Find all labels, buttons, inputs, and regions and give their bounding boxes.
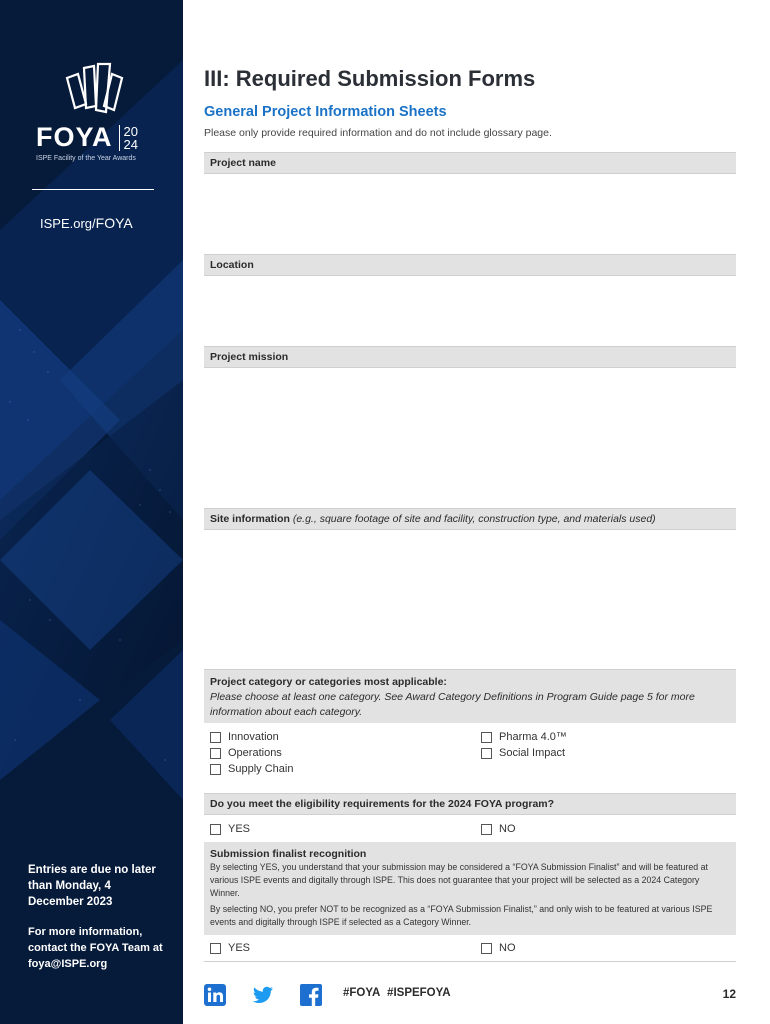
finalist-heading: Submission finalist recognition	[210, 848, 367, 860]
foya-logo-mark-icon	[64, 60, 126, 120]
sidebar-url-prefix: ISPE.org/	[40, 216, 96, 231]
location-label: Location	[204, 254, 736, 276]
hashtags: #FOYA #ISPEFOYA	[343, 987, 451, 999]
checkbox-box[interactable]	[210, 764, 221, 775]
finalist-no-checkbox[interactable]	[481, 942, 516, 954]
finalist-yes-explanation: By selecting YES, you understand that your submission may be considered a “FOYA Submission Finalist” and will be featured at various ISPE events and digitally through ISPE. This does not guarantee that your project will be selected as a 2024 Category Winner.	[210, 862, 708, 898]
eligibility-question: Do you meet the eligibility requirements for the 2024 FOYA program?	[204, 793, 736, 815]
eligibility-no-checkbox[interactable]	[481, 823, 516, 835]
checkbox-box[interactable]	[210, 732, 221, 743]
checkbox-label: NO	[499, 823, 516, 835]
project-mission-field[interactable]	[204, 369, 736, 507]
checkbox-social-impact[interactable]	[481, 747, 565, 759]
category-header	[204, 669, 736, 723]
checkbox-box[interactable]	[481, 824, 492, 835]
location-field[interactable]	[204, 277, 736, 345]
checkbox-operations[interactable]	[210, 747, 282, 759]
finalist-no-explanation: By selecting NO, you prefer NOT to be recognized as a “FOYA Submission Finalist,” and only wish to be featured at various ISPE events and digitally through ISPE if selected as a Category Winner.	[210, 904, 713, 927]
checkbox-pharma-4[interactable]	[481, 731, 567, 743]
project-name-field[interactable]	[204, 175, 736, 253]
finalist-yes-checkbox[interactable]	[210, 942, 250, 954]
contact-text: For more information, contact the FOYA Team at foya@ISPE.org	[28, 926, 163, 970]
logo-wordmark: FOYA	[36, 122, 113, 152]
eligibility-yes-checkbox[interactable]	[210, 823, 250, 835]
page-number: 12	[722, 987, 736, 1001]
logo-year	[119, 125, 138, 151]
project-mission-label: Project mission	[204, 346, 736, 368]
foya-logo	[36, 60, 166, 162]
finalist-recognition-box	[204, 842, 736, 935]
instruction-note: Please only provide required information and do not include glossary page.	[204, 127, 552, 139]
site-information-field[interactable]	[204, 531, 736, 668]
checkbox-label: Supply Chain	[228, 763, 294, 775]
logo-year-bottom: 24	[123, 136, 138, 152]
section-subtitle: General Project Information Sheets	[204, 104, 447, 120]
checkbox-label: YES	[228, 942, 251, 954]
category-heading: Project category or categories most applicable:	[210, 676, 447, 688]
social-links	[204, 984, 348, 1006]
linkedin-icon[interactable]	[204, 984, 226, 1006]
checkbox-box[interactable]	[210, 943, 221, 954]
checkbox-label: Innovation	[228, 731, 279, 743]
checkbox-label: YES	[228, 823, 251, 835]
project-name-label: Project name	[204, 152, 736, 174]
checkbox-label: NO	[499, 942, 516, 954]
site-information-title: Site information	[210, 513, 290, 525]
checkbox-innovation[interactable]	[210, 731, 279, 743]
footer-divider	[204, 961, 736, 962]
twitter-icon[interactable]	[252, 984, 274, 1006]
checkbox-supply-chain[interactable]	[210, 763, 293, 775]
category-instructions: Please choose at least one category. See Award Category Definitions in Program Guide page 5 for more information about each category.	[210, 691, 695, 718]
checkbox-box[interactable]	[481, 943, 492, 954]
sidebar	[0, 0, 183, 1024]
checkbox-box[interactable]	[210, 748, 221, 759]
sidebar-url-suffix: FOYA	[95, 215, 133, 231]
checkbox-box[interactable]	[481, 748, 492, 759]
page-title: III: Required Submission Forms	[204, 66, 536, 91]
deadline-text: Entries are due no later than Monday, 4 December 2023	[28, 864, 156, 908]
logo-subtitle: ISPE Facility of the Year Awards	[36, 155, 136, 162]
checkbox-label: Social Impact	[499, 747, 566, 759]
checkbox-label: Pharma 4.0™	[499, 731, 567, 743]
checkbox-box[interactable]	[481, 732, 492, 743]
checkbox-label: Operations	[228, 747, 282, 759]
facebook-icon[interactable]	[300, 984, 322, 1006]
sidebar-divider	[32, 189, 154, 190]
checkbox-box[interactable]	[210, 824, 221, 835]
main-content	[204, 0, 736, 1024]
site-information-label	[204, 508, 736, 530]
site-information-hint: (e.g., square footage of site and facility, construction type, and materials used)	[292, 513, 656, 525]
sidebar-url[interactable]	[40, 215, 133, 231]
logo-year-top: 20	[123, 123, 138, 139]
